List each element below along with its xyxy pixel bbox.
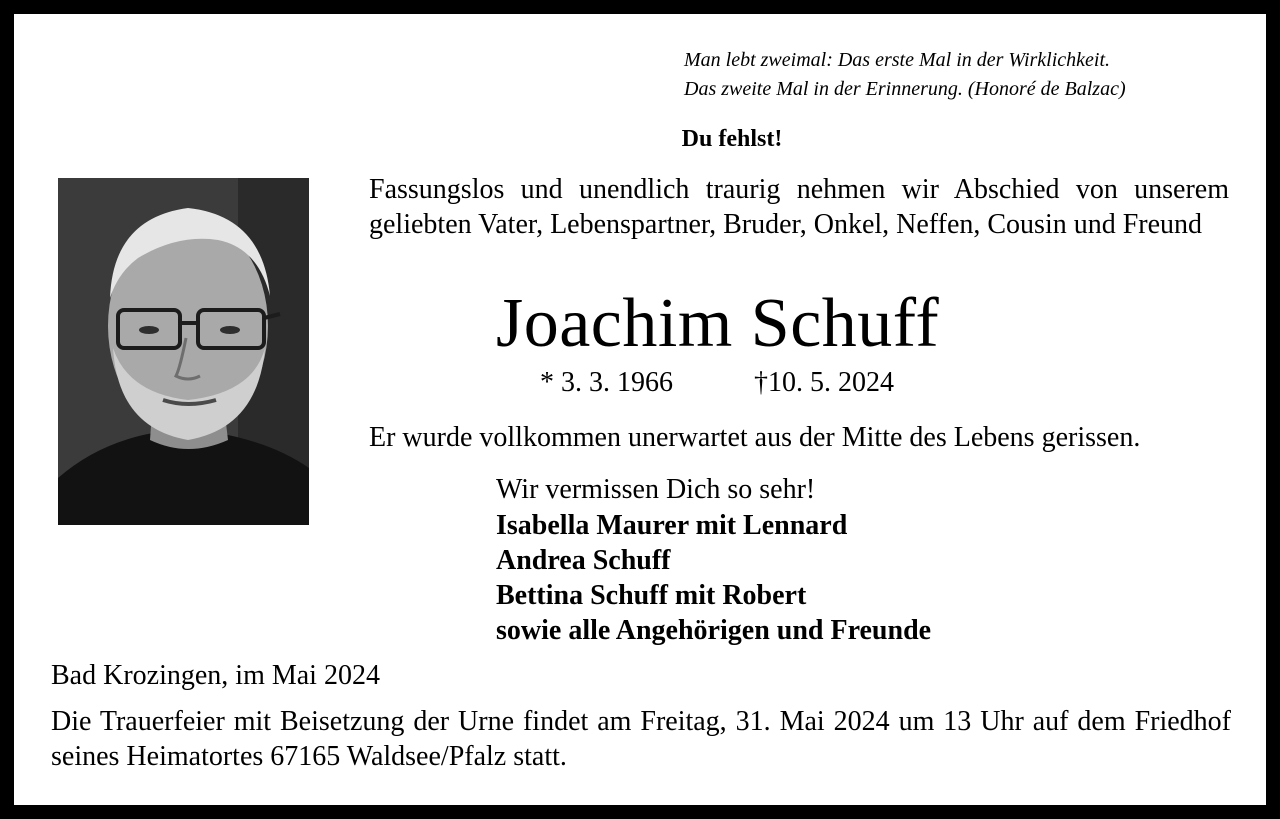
mourner-line: Bettina Schuff mit Robert bbox=[496, 580, 807, 611]
place-date: Bad Krozingen, im Mai 2024 bbox=[51, 660, 380, 691]
miss-line: Wir vermissen Dich so sehr! bbox=[496, 474, 816, 505]
farewell-sentence: Er wurde vollkommen unerwartet aus der Mitte des Lebens gerissen. bbox=[369, 422, 1141, 453]
mourners-list bbox=[496, 508, 931, 648]
quote-line-1: Man lebt zweimal: Das erste Mal in der Wirklichkeit. bbox=[684, 49, 1111, 71]
obituary-notice bbox=[14, 14, 1266, 805]
headline: Du fehlst! bbox=[681, 126, 783, 152]
quote-line-2: Das zweite Mal in der Erinnerung. (Honoré de Balzac) bbox=[684, 78, 1126, 100]
mourner-line: Andrea Schuff bbox=[496, 545, 671, 576]
birth-date: * 3. 3. 1966 bbox=[540, 367, 673, 398]
mourner-line: Isabella Maurer mit Lennard bbox=[496, 510, 848, 541]
portrait-illustration bbox=[58, 178, 309, 525]
deceased-name: Joachim Schuff bbox=[496, 285, 940, 362]
portrait-photo bbox=[58, 178, 309, 525]
mourner-line: sowie alle Angehörigen und Freunde bbox=[496, 615, 932, 646]
funeral-notice: Die Trauerfeier mit Beisetzung der Urne findet am Freitag, 31. Mai 2024 um 13 Uhr auf dem Friedhof seines Heimatortes 67165 Waldsee/Pfalz statt. bbox=[51, 706, 1231, 772]
death-date: †10. 5. 2024 bbox=[754, 367, 894, 398]
intro-text: Fassungslos und unendlich traurig nehmen wir Abschied von unserem geliebten Vater, Lebenspartner, Bruder, Onkel, Neffen, Cousin und Freund bbox=[369, 174, 1229, 240]
